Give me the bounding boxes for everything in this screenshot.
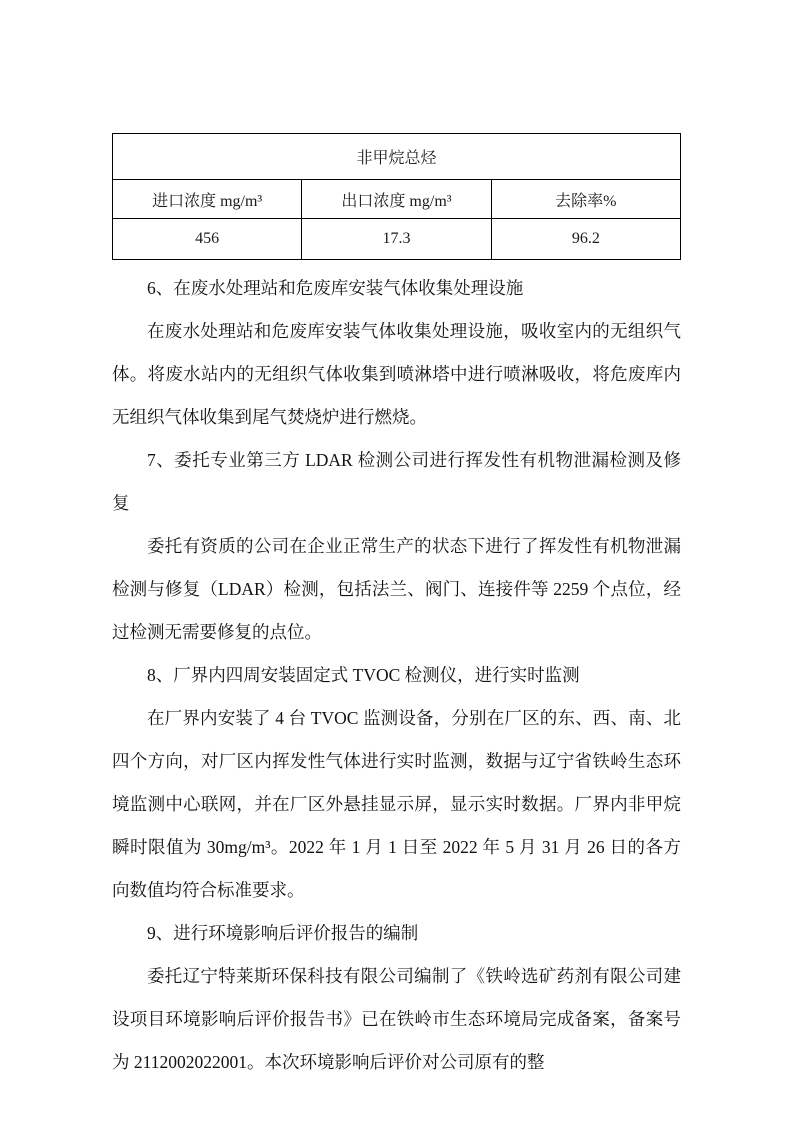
table-title: 非甲烷总烃 <box>113 134 681 180</box>
section-6-heading: 6、在废水处理站和危废库安装气体收集处理设施 <box>147 278 524 298</box>
table-value-removal-rate: 96.2 <box>491 219 680 260</box>
section-7-heading: 7、委托专业第三方 LDAR 检测公司进行挥发性有机物泄漏检测及修复 <box>112 450 681 513</box>
table-title-row <box>113 134 681 180</box>
body-text <box>112 267 681 1084</box>
table-value-outlet-concentration: 17.3 <box>302 219 491 260</box>
table-header-inlet-concentration: 进口浓度 mg/m³ <box>113 180 302 219</box>
section-7-paragraph: 委托有资质的公司在企业正常生产的状态下进行了挥发性有机物泄漏检测与修复（LDAR）检测，包括法兰、阀门、连接件等 2259 个点位，经过检测无需要修复的点位。 <box>112 536 681 642</box>
table-header-row <box>113 180 681 219</box>
table-value-row <box>113 219 681 260</box>
section-6 <box>112 267 681 439</box>
section-9-paragraph: 委托辽宁特莱斯环保科技有限公司编制了《铁岭选矿药剂有限公司建设项目环境影响后评价报告书》已在铁岭市生态环境局完成备案，备案号为 2112002022001。本次环境影响后评价对公司原有的整 <box>112 966 681 1072</box>
section-9-heading: 9、进行环境影响后评价报告的编制 <box>147 923 419 943</box>
table-value-inlet-concentration: 456 <box>113 219 302 260</box>
section-7 <box>112 439 681 654</box>
nmhc-results-table <box>112 133 681 260</box>
table-header-removal-rate: 去除率% <box>491 180 680 219</box>
section-6-paragraph: 在废水处理站和危废库安装气体收集处理设施，吸收室内的无组织气体。将废水站内的无组织气体收集到喷淋塔中进行喷淋吸收，将危废库内无组织气体收集到尾气焚烧炉进行燃烧。 <box>112 321 681 427</box>
section-8-paragraph: 在厂界内安装了 4 台 TVOC 监测设备，分别在厂区的东、西、南、北四个方向，对厂区内挥发性气体进行实时监测，数据与辽宁省铁岭生态环境监测中心联网，并在厂区外悬挂显示屏，显示实时数据。厂界内非甲烷瞬时限值为 30mg/m³。2022 年 1 月 1 日至 2022 年 5 月 31 月 26 日的各方向数值均符合标准要求。 <box>112 708 681 900</box>
section-9 <box>112 912 681 1084</box>
section-8-heading: 8、厂界内四周安装固定式 TVOC 检测仪，进行实时监测 <box>147 665 580 685</box>
page-content <box>112 133 681 1084</box>
section-8 <box>112 654 681 912</box>
table-header-outlet-concentration: 出口浓度 mg/m³ <box>302 180 491 219</box>
